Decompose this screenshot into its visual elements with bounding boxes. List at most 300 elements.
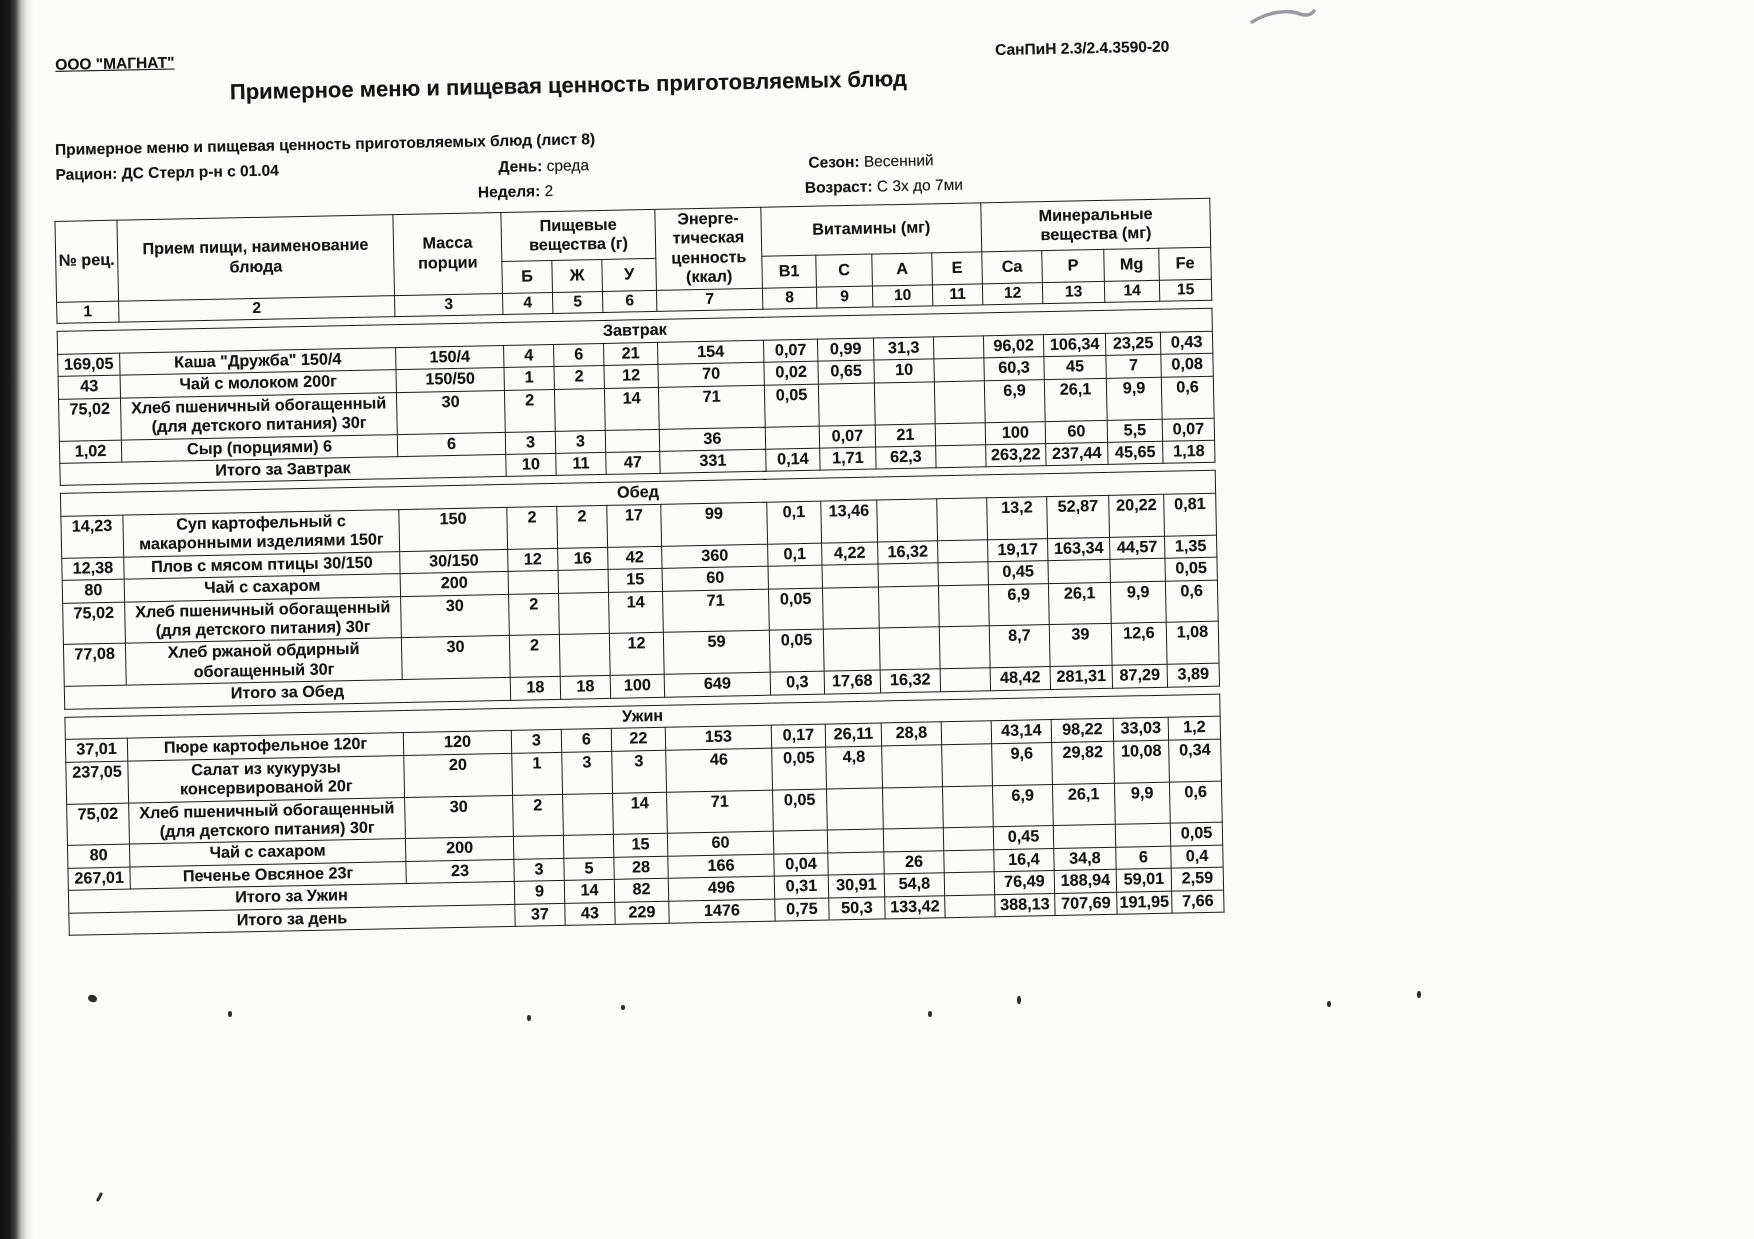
- value-cell: [559, 592, 610, 635]
- scan-speck: [228, 1011, 232, 1017]
- value-cell: 163,34: [1048, 537, 1110, 561]
- value-cell: 60: [662, 566, 768, 591]
- header-energy: Энерге-тическая ценность (ккал): [655, 207, 763, 290]
- value-cell: 6: [554, 343, 604, 366]
- value-cell: 0,99: [817, 338, 873, 362]
- value-cell: 71: [658, 385, 765, 429]
- value-cell: 6: [561, 729, 611, 752]
- dish-name-cell: Чай с молоком 200г: [120, 370, 396, 398]
- recipe-number-cell: 75,02: [63, 602, 126, 645]
- value-cell: 0,1: [768, 543, 822, 567]
- portion-mass-cell: 200: [400, 572, 508, 597]
- total-value-cell: 0,14: [766, 448, 820, 472]
- total-value-cell: 50,3: [829, 897, 885, 921]
- value-cell: 0,05: [769, 630, 824, 673]
- portion-mass-cell: 30/150: [400, 549, 508, 574]
- value-cell: [934, 380, 985, 423]
- dish-name-cell: Чай с сахаром: [124, 574, 400, 602]
- value-cell: 45: [1044, 356, 1106, 380]
- value-cell: 98,22: [1051, 719, 1113, 743]
- recipe-number-cell: 77,08: [63, 644, 126, 687]
- total-value-cell: 1,71: [820, 447, 876, 471]
- col-number: 11: [932, 284, 982, 307]
- value-cell: [1053, 825, 1115, 849]
- value-cell: 70: [658, 362, 764, 387]
- value-cell: [943, 827, 993, 850]
- total-label: Итого за день: [69, 904, 515, 935]
- value-cell: 44,57: [1110, 536, 1165, 560]
- value-cell: 3: [612, 750, 667, 793]
- total-value-cell: 3,89: [1167, 664, 1219, 687]
- value-cell: 60: [667, 832, 773, 857]
- value-cell: [1115, 824, 1170, 848]
- value-cell: 14: [604, 387, 659, 430]
- total-value-cell: 229: [615, 901, 669, 925]
- header-carbs: У: [602, 259, 657, 292]
- total-value-cell: 10: [506, 453, 556, 476]
- value-cell: 20,22: [1109, 494, 1165, 537]
- value-cell: [939, 626, 990, 669]
- value-cell: 0,05: [773, 789, 828, 832]
- scan-speck: [1017, 996, 1021, 1004]
- ration-label: Рацион:: [55, 165, 118, 184]
- col-number: 14: [1104, 280, 1159, 303]
- total-value-cell: 62,3: [876, 446, 936, 470]
- value-cell: 60: [1045, 420, 1107, 444]
- total-value-cell: 0,31: [774, 875, 828, 899]
- season-label: Сезон:: [808, 153, 860, 172]
- scan-speck: [527, 1015, 531, 1021]
- recipe-number-cell: 75,02: [59, 398, 122, 441]
- header-mass: Масса порции: [393, 212, 503, 295]
- value-cell: 10: [874, 359, 934, 383]
- value-cell: 14: [609, 591, 664, 634]
- value-cell: 0,08: [1161, 353, 1214, 376]
- col-number: 1: [57, 301, 119, 324]
- value-cell: 2: [507, 506, 558, 549]
- value-cell: 5: [564, 857, 614, 880]
- value-cell: 3: [562, 751, 613, 794]
- organization-name: ООО "МАГНАТ": [55, 54, 175, 74]
- col-number: 5: [552, 291, 602, 314]
- value-cell: 12: [508, 548, 558, 571]
- dish-name-cell: Хлеб ржаной обдирный обогащенный 30г: [125, 638, 402, 685]
- value-cell: 0,81: [1164, 493, 1217, 536]
- value-cell: [878, 563, 938, 587]
- dish-name-cell: Каша "Дружба" 150/4: [120, 347, 396, 375]
- header-fat: Ж: [552, 260, 603, 293]
- value-cell: 15: [613, 834, 667, 858]
- total-value-cell: 1476: [669, 899, 775, 924]
- value-cell: 26,1: [1048, 582, 1111, 625]
- value-cell: 4: [504, 344, 554, 367]
- value-cell: 22: [611, 728, 665, 752]
- dish-name-cell: Пюре картофельное 120г: [127, 733, 403, 761]
- value-cell: 106,34: [1043, 333, 1105, 357]
- value-cell: 1: [512, 752, 563, 795]
- recipe-number-cell: 237,05: [66, 761, 129, 804]
- value-cell: 9,6: [992, 742, 1053, 785]
- value-cell: 6: [1116, 846, 1171, 870]
- col-number: 13: [1042, 281, 1104, 304]
- value-cell: 28,8: [881, 722, 941, 746]
- value-cell: 21: [604, 342, 658, 366]
- season-line: [808, 152, 934, 173]
- value-cell: [938, 584, 989, 627]
- total-value-cell: [940, 668, 990, 691]
- value-cell: 0,05: [1170, 823, 1223, 846]
- age-line: [805, 177, 963, 198]
- value-cell: 23,25: [1105, 332, 1160, 356]
- value-cell: 34,8: [1054, 847, 1116, 871]
- value-cell: [513, 836, 563, 859]
- value-cell: [878, 585, 939, 628]
- value-cell: 46: [666, 748, 773, 792]
- value-cell: 99: [661, 502, 768, 546]
- value-cell: 14: [613, 792, 668, 835]
- value-cell: [882, 786, 943, 829]
- value-cell: 31,3: [873, 337, 933, 361]
- header-ca: Ca: [982, 251, 1043, 284]
- menu-table-area: [54, 198, 1228, 943]
- portion-mass-cell: 150: [399, 507, 508, 551]
- sheet-subtitle: Примерное меню и пищевая ценность приготовляемых блюд (лист 8): [54, 131, 596, 159]
- total-value-cell: 47: [606, 451, 660, 475]
- value-cell: 26,1: [1052, 783, 1115, 826]
- value-cell: 2: [504, 389, 555, 432]
- value-cell: 2: [513, 794, 564, 837]
- value-cell: 9,9: [1106, 377, 1162, 420]
- value-cell: 0,45: [993, 826, 1053, 850]
- day-label: День:: [498, 158, 543, 177]
- portion-mass-cell: 150/4: [396, 345, 504, 370]
- value-cell: 2: [509, 593, 560, 636]
- value-cell: 0,04: [774, 853, 828, 877]
- value-cell: 0,4: [1171, 845, 1224, 868]
- value-cell: 0,17: [771, 724, 825, 748]
- total-value-cell: 59,01: [1116, 868, 1171, 892]
- value-cell: [563, 793, 614, 836]
- value-cell: [1110, 558, 1165, 582]
- total-value-cell: 100: [610, 675, 664, 699]
- value-cell: [822, 564, 878, 588]
- meal-section-table: [57, 308, 1216, 486]
- value-cell: 0,05: [764, 384, 819, 427]
- total-value-cell: 331: [660, 449, 766, 474]
- dish-name-cell: Чай с сахаром: [129, 839, 405, 867]
- recipe-number-cell: 12,38: [62, 557, 124, 581]
- total-value-cell: [944, 872, 994, 895]
- dish-name-cell: Хлеб пшеничный обогащенный (для детского питания) 30г: [129, 797, 406, 844]
- value-cell: 7: [1106, 354, 1161, 378]
- menu-table-header: [54, 198, 1212, 325]
- value-cell: 39: [1049, 624, 1112, 667]
- value-cell: [827, 829, 883, 853]
- portion-mass-cell: 150/50: [396, 368, 504, 393]
- total-value-cell: 281,31: [1050, 666, 1112, 690]
- season-value: Весенний: [863, 152, 934, 171]
- col-number: 4: [502, 292, 552, 315]
- value-cell: 3: [555, 430, 605, 453]
- dish-name-cell: Плов с мясом птицы 30/150: [124, 551, 400, 579]
- value-cell: [933, 336, 983, 359]
- total-value-cell: 43: [565, 902, 615, 925]
- week-label: Неделя:: [477, 183, 541, 202]
- value-cell: [508, 571, 558, 594]
- col-number: 7: [656, 288, 762, 312]
- value-cell: 60,3: [984, 357, 1044, 381]
- value-cell: 19,17: [988, 538, 1048, 562]
- value-cell: 28: [614, 856, 668, 880]
- total-label: Итого за Ужин: [68, 882, 514, 913]
- value-cell: 2: [557, 505, 608, 548]
- value-cell: 16,32: [878, 541, 938, 565]
- dish-name-cell: Салат из кукурузы консервированой 20г: [128, 755, 405, 802]
- value-cell: [935, 422, 985, 445]
- portion-mass-cell: 120: [403, 731, 511, 756]
- value-cell: 0,07: [819, 425, 875, 449]
- ration-line: [55, 162, 279, 184]
- value-cell: 1,2: [1168, 716, 1221, 739]
- value-cell: 36: [659, 427, 765, 452]
- total-value-cell: 0,3: [770, 671, 824, 695]
- total-value-cell: 263,22: [986, 444, 1046, 468]
- col-number: 8: [762, 287, 816, 310]
- section-title: Обед: [60, 471, 1215, 517]
- value-cell: 8,7: [989, 625, 1050, 668]
- header-vitamins-group: Витамины (мг): [761, 203, 982, 257]
- value-cell: [941, 721, 991, 744]
- dish-name-cell: Хлеб пшеничный обогащенный (для детского питания) 30г: [121, 392, 398, 439]
- value-cell: 1,08: [1166, 622, 1219, 665]
- scan-speck: [928, 1011, 932, 1017]
- total-value-cell: 17,68: [824, 670, 880, 694]
- value-cell: [828, 852, 884, 876]
- value-cell: [1048, 559, 1110, 583]
- value-cell: 6,9: [988, 583, 1049, 626]
- value-cell: 15: [608, 568, 662, 592]
- total-value-cell: 2,59: [1171, 867, 1224, 890]
- total-value-cell: 37: [515, 903, 565, 926]
- meal-section-table: [64, 693, 1224, 936]
- total-value-cell: 7,66: [1172, 890, 1225, 913]
- value-cell: 0,05: [768, 588, 823, 631]
- value-cell: [942, 785, 993, 828]
- dish-name-cell: Хлеб пшеничный обогащенный (для детского питания) 30г: [125, 596, 402, 643]
- value-cell: [773, 830, 827, 854]
- value-cell: 100: [985, 421, 1045, 445]
- total-value-cell: 87,29: [1112, 665, 1167, 689]
- value-cell: 96,02: [983, 334, 1043, 358]
- value-cell: 0,43: [1160, 331, 1213, 354]
- value-cell: 3: [511, 730, 561, 753]
- value-cell: 2: [554, 366, 604, 389]
- value-cell: 16,4: [994, 848, 1054, 872]
- value-cell: 166: [668, 854, 774, 879]
- value-cell: 3: [505, 431, 555, 454]
- total-value-cell: 649: [664, 673, 770, 698]
- value-cell: 0,65: [818, 360, 874, 384]
- value-cell: 0,02: [764, 361, 818, 385]
- value-cell: 29,82: [1052, 741, 1115, 784]
- total-value-cell: 18: [510, 677, 560, 700]
- section-title: Завтрак: [57, 309, 1212, 355]
- value-cell: [944, 850, 994, 873]
- value-cell: 21: [875, 423, 935, 447]
- value-cell: [937, 498, 988, 541]
- total-value-cell: 45,65: [1108, 441, 1163, 465]
- recipe-number-cell: 37,01: [65, 738, 127, 762]
- value-cell: 0,05: [1165, 557, 1217, 580]
- value-cell: 71: [667, 790, 774, 834]
- header-mg: Mg: [1104, 248, 1160, 281]
- value-cell: 52,87: [1047, 495, 1110, 538]
- value-cell: 0,1: [767, 501, 822, 544]
- value-cell: [765, 426, 819, 450]
- week-value: 2: [544, 182, 554, 201]
- col-number: 10: [872, 285, 932, 308]
- total-value-cell: 1,18: [1163, 440, 1216, 463]
- total-value-cell: 133,42: [885, 895, 945, 919]
- value-cell: 26: [884, 851, 944, 875]
- header-minerals-group: Минеральные вещества (мг): [981, 198, 1211, 252]
- value-cell: 0,6: [1165, 580, 1218, 623]
- col-number: 9: [816, 286, 872, 309]
- value-cell: 0,6: [1161, 376, 1214, 419]
- portion-mass-cell: 23: [406, 859, 514, 884]
- value-cell: 1: [504, 367, 554, 390]
- value-cell: 9,9: [1110, 581, 1166, 624]
- value-cell: 26,11: [825, 723, 881, 747]
- value-cell: 0,05: [772, 747, 827, 790]
- total-value-cell: 54,8: [884, 873, 944, 897]
- recipe-number-cell: 80: [62, 579, 124, 603]
- value-cell: 0,45: [988, 561, 1048, 585]
- value-cell: 26,1: [1044, 378, 1107, 421]
- col-number: 12: [982, 282, 1042, 305]
- value-cell: 0,34: [1169, 739, 1222, 782]
- total-value-cell: 76,49: [994, 871, 1054, 895]
- recipe-number-cell: 80: [67, 844, 129, 868]
- total-value-cell: [945, 894, 995, 917]
- total-value-cell: [936, 445, 986, 468]
- header-vitamin-a: A: [872, 253, 933, 286]
- dish-name-cell: Печенье Овсяное 23г: [130, 861, 406, 889]
- total-value-cell: 237,44: [1046, 442, 1108, 466]
- value-cell: [768, 565, 822, 589]
- value-cell: 12: [609, 633, 664, 676]
- value-cell: 6,9: [992, 784, 1053, 827]
- total-value-cell: 496: [668, 876, 774, 901]
- value-cell: [559, 634, 610, 677]
- portion-mass-cell: 30: [405, 795, 514, 839]
- value-cell: 43,14: [991, 720, 1051, 744]
- week-line: [478, 183, 554, 203]
- value-cell: 1,35: [1164, 535, 1216, 558]
- total-label: Итого за Завтрак: [60, 454, 506, 485]
- value-cell: [879, 627, 940, 670]
- col-number: 3: [395, 293, 503, 317]
- value-cell: [822, 587, 879, 630]
- meal-section-table: [60, 470, 1220, 710]
- recipe-number-cell: 43: [58, 375, 120, 399]
- value-cell: 33,03: [1113, 717, 1168, 741]
- col-number: 15: [1159, 279, 1211, 302]
- value-cell: [938, 540, 988, 563]
- value-cell: 4,8: [826, 746, 883, 789]
- recipe-number-cell: 267,01: [68, 867, 130, 891]
- value-cell: 0,07: [1162, 418, 1215, 441]
- total-value-cell: 388,13: [995, 893, 1055, 917]
- total-value-cell: 188,94: [1054, 870, 1116, 894]
- total-value-cell: 191,95: [1117, 891, 1172, 915]
- age-value: С 3х до 7ми: [876, 176, 964, 196]
- value-cell: 5,5: [1107, 419, 1162, 443]
- total-value-cell: 16,32: [880, 669, 940, 693]
- value-cell: 12,6: [1111, 623, 1167, 666]
- total-label: Итого за Обед: [64, 678, 510, 709]
- recipe-number-cell: 75,02: [67, 803, 130, 846]
- value-cell: 0,6: [1169, 781, 1222, 824]
- recipe-number-cell: 14,23: [61, 515, 124, 558]
- portion-mass-cell: 6: [397, 432, 505, 457]
- header-p: P: [1042, 250, 1105, 283]
- value-cell: 13,2: [987, 496, 1048, 539]
- dish-name-cell: Сыр (порциями) 6: [121, 434, 397, 462]
- value-cell: 0,07: [763, 339, 817, 363]
- header-vitamin-c: C: [816, 254, 873, 287]
- header-vitamin-b1: B1: [762, 255, 817, 288]
- value-cell: 42: [608, 546, 662, 570]
- portion-mass-cell: 200: [405, 837, 513, 862]
- col-number: 2: [119, 295, 395, 322]
- header-fe: Fe: [1159, 247, 1212, 280]
- value-cell: 360: [662, 544, 768, 569]
- total-value-cell: 11: [556, 452, 606, 475]
- total-value-cell: 707,69: [1055, 892, 1117, 916]
- scan-speck: [1327, 1001, 1331, 1007]
- value-cell: [554, 388, 605, 431]
- total-value-cell: 48,42: [990, 667, 1050, 691]
- value-cell: 13,46: [821, 500, 878, 543]
- value-cell: [605, 429, 659, 453]
- value-cell: [877, 499, 938, 542]
- age-label: Возраст:: [804, 178, 873, 197]
- value-cell: 4,22: [822, 542, 878, 566]
- value-cell: [882, 744, 943, 787]
- value-cell: 59: [663, 631, 770, 675]
- value-cell: [563, 835, 613, 858]
- value-cell: 154: [657, 340, 763, 365]
- total-value-cell: 14: [564, 880, 614, 903]
- scan-speck: [621, 1005, 625, 1010]
- value-cell: [826, 787, 883, 830]
- value-cell: [942, 743, 993, 786]
- value-cell: 17: [607, 504, 662, 547]
- portion-mass-cell: 30: [401, 594, 510, 638]
- document-title: Примерное меню и пищевая ценность приготовляемых блюд: [229, 65, 908, 105]
- value-cell: [874, 381, 935, 424]
- ration-value: ДС Стерл р-н с 01.04: [121, 162, 279, 183]
- value-cell: 12: [604, 365, 658, 389]
- value-cell: [558, 570, 608, 593]
- value-cell: 16: [558, 547, 608, 570]
- day-value: среда: [546, 157, 590, 176]
- value-cell: [883, 828, 943, 852]
- total-value-cell: 82: [614, 879, 668, 903]
- value-cell: [934, 358, 984, 381]
- section-title: Ужин: [65, 694, 1220, 740]
